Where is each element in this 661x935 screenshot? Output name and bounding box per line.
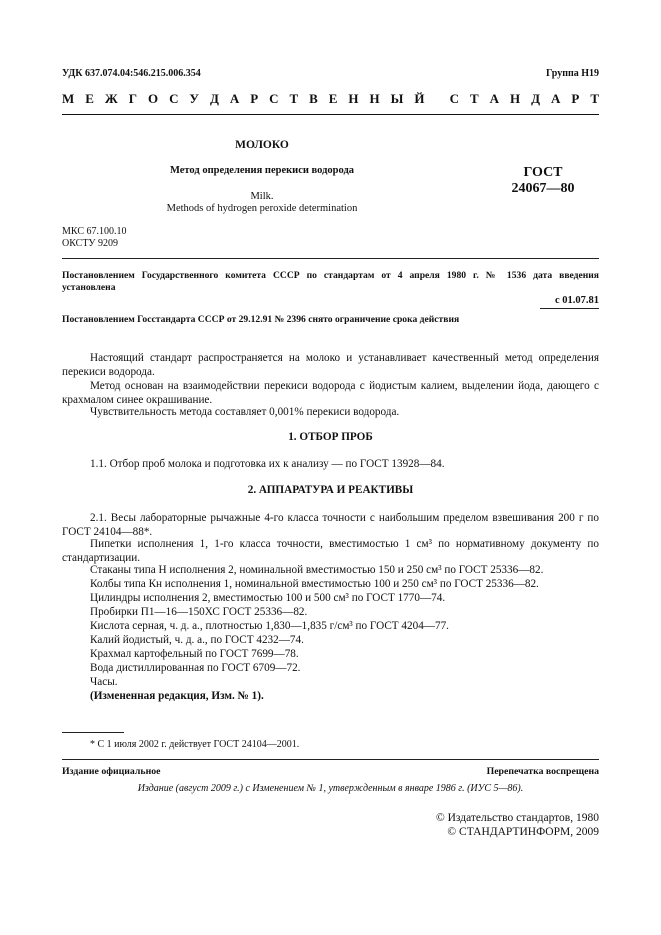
banner-letter: М bbox=[62, 91, 75, 106]
banner-letter: С bbox=[269, 91, 279, 106]
reprint-prohibited: Перепечатка воспрещена bbox=[486, 766, 599, 777]
gost-number: 24067—80 bbox=[511, 181, 575, 196]
banner-letter: Г bbox=[128, 91, 137, 106]
banner-letter: Ы bbox=[390, 91, 404, 106]
banner-gap bbox=[435, 91, 438, 107]
apparatus-line: Вода дистиллированная по ГОСТ 6709—72. bbox=[90, 662, 301, 674]
footnote-rule bbox=[62, 732, 124, 733]
banner-letter: С bbox=[449, 91, 460, 106]
date-underline bbox=[540, 308, 599, 309]
decree-line-1b: установлена bbox=[62, 282, 116, 293]
banner-letter: Ж bbox=[104, 91, 118, 106]
decree-line-2: Постановлением Госстандарта СССР от 29.12.91 № 2396 снято ограничение срока действия bbox=[62, 314, 460, 325]
banner-letter: Р bbox=[571, 91, 580, 106]
apparatus-line: Цилиндры исполнения 2, вместимостью 100 и 500 см³ по ГОСТ 1770—74. bbox=[90, 592, 446, 604]
subtitle-en: Methods of hydrogen peroxide determination bbox=[166, 203, 358, 214]
edition-info: Издание (август 2009 г.) с Изменением № 1, утвержденным в январе 1986 г. (ИУС 5—86). bbox=[137, 783, 524, 794]
section-2-paragraph-1: 2.1. Весы лабораторные рычажные 4-го класса точности с наибольшим пределом взвешивания 200 г по ГОСТ 24104—88*. bbox=[62, 512, 599, 538]
apparatus-line: Пробирки П1—16—150ХС ГОСТ 25336—82. bbox=[90, 606, 308, 618]
banner-letter: Д bbox=[209, 91, 219, 106]
intro-paragraph-2: Метод основан на взаимодействии перекиси водорода с йодистым калием, выделении йода, дающего с крахмалом синее окрашивание. bbox=[62, 380, 599, 406]
group-code: Группа Н19 bbox=[546, 68, 599, 79]
udk-code: УДК 637.074.04:546.215.006.354 bbox=[62, 68, 201, 79]
section-2-heading: 2. АППАРАТУРА И РЕАКТИВЫ bbox=[247, 484, 414, 496]
apparatus-line: Стаканы типа Н исполнения 2, номинальной вместимостью 150 и 250 см³ по ГОСТ 25336—82. bbox=[90, 564, 544, 576]
banner-letter: Т bbox=[470, 91, 479, 106]
section-1-heading: 1. ОТБОР ПРОБ bbox=[288, 431, 373, 443]
footer-rule bbox=[62, 759, 599, 760]
apparatus-line: Колбы типа Кн исполнения 1, номинальной вместимостью 100 и 250 см³ по ГОСТ 25336—82. bbox=[90, 578, 539, 590]
banner-letter: У bbox=[189, 91, 199, 106]
okstu-code: ОКСТУ 9209 bbox=[62, 238, 119, 249]
banner-rule bbox=[62, 114, 599, 115]
footnote: * С 1 июля 2002 г. действует ГОСТ 24104—2001. bbox=[90, 739, 300, 750]
apparatus-line: Калий йодистый, ч. д. а., по ГОСТ 4232—74. bbox=[90, 634, 304, 646]
banner-letter: С bbox=[169, 91, 179, 106]
codes-rule bbox=[62, 258, 599, 259]
banner-letter: Е bbox=[85, 91, 94, 106]
banner-letter: Н bbox=[348, 91, 359, 106]
title-ru: МОЛОКО bbox=[235, 139, 289, 151]
banner-letter: Т bbox=[289, 91, 299, 106]
gost-label: ГОСТ bbox=[523, 165, 563, 180]
intro-paragraph-3: Чувствительность метода составляет 0,001% перекиси водорода. bbox=[90, 406, 400, 418]
subtitle-ru: Метод определения перекиси водорода bbox=[169, 165, 355, 176]
banner-letter: О bbox=[147, 91, 159, 106]
banner-letter: В bbox=[309, 91, 318, 106]
mks-code: МКС 67.100.10 bbox=[62, 226, 127, 237]
banner-letter: Д bbox=[531, 91, 541, 106]
banner-letter: Р bbox=[250, 91, 259, 106]
official-edition: Издание официальное bbox=[62, 766, 161, 777]
intro-paragraph-1: Настоящий стандарт распространяется на молоко и устанавливает качественный метод определения перекиси водорода. bbox=[62, 352, 599, 378]
copyright-1980: © Издательство стандартов, 1980 bbox=[435, 812, 599, 824]
apparatus-line: Часы. bbox=[90, 676, 118, 688]
section-2-paragraph-2: Пипетки исполнения 1, 1-го класса точности, вместимостью 1 см³ по нормативному документу по стандартизации. bbox=[62, 538, 599, 564]
decree-line-1: Постановлением Государственного комитета СССР по стандартам от 4 апреля 1980 г. № 1536 дата введения bbox=[62, 270, 599, 281]
banner-letter: А bbox=[489, 91, 500, 106]
apparatus-line: Кислота серная, ч. д. а., плотностью 1,830—1,835 г/см³ по ГОСТ 4204—77. bbox=[90, 620, 449, 632]
section-1-text: 1.1. Отбор проб молока и подготовка их к анализу — по ГОСТ 13928—84. bbox=[90, 458, 445, 470]
standard-banner bbox=[62, 91, 599, 107]
introduction-date: с 01.07.81 bbox=[554, 295, 599, 306]
banner-letter: Е bbox=[328, 91, 338, 106]
banner-letter: Н bbox=[510, 91, 521, 106]
copyright-2009: © СТАНДАРТИНФОРМ, 2009 bbox=[447, 826, 599, 838]
banner-letter: Н bbox=[369, 91, 380, 106]
title-en: Milk. bbox=[250, 191, 274, 202]
revision-note: (Измененная редакция, Изм. № 1). bbox=[90, 690, 264, 702]
banner-letter: Й bbox=[414, 91, 425, 106]
banner-letter: А bbox=[551, 91, 561, 106]
banner-letter: Т bbox=[590, 91, 599, 106]
banner-letter: А bbox=[229, 91, 240, 106]
apparatus-line: Крахмал картофельный по ГОСТ 7699—78. bbox=[90, 648, 299, 660]
